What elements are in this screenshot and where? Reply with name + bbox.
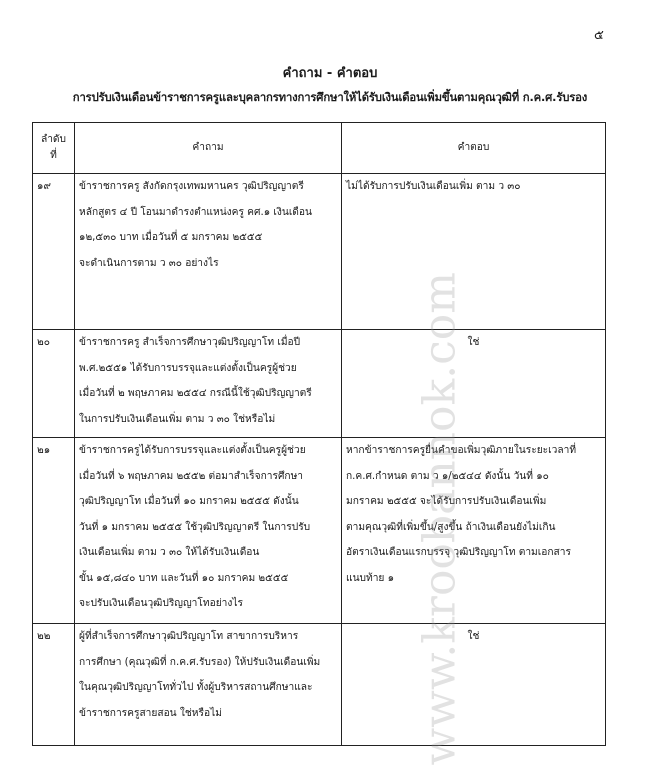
header-no-line1: ลำดับ — [40, 134, 67, 145]
question-cell — [75, 330, 342, 438]
question-line: การศึกษา (คุณวุฒิที่ ก.ค.ศ.รับรอง) ให้ปรับเงินเดือนเพิ่ม — [79, 656, 321, 668]
answer-line: ก.ค.ศ.กำหนด ตาม ว ๑/๒๕๔๔ ดังนั้น วันที่ ๑๐ — [346, 470, 549, 482]
watermark: www.kroobannok.com — [414, 272, 466, 766]
question-line: ข้าราชการครูสายสอน ใช่หรือไม่ — [79, 707, 222, 719]
table-header-row — [33, 123, 606, 174]
row-number: ๒๐ — [33, 330, 75, 438]
answer-line: หากข้าราชการครูยื่นคำขอเพิ่มวุฒิภายในระยะเวลาที่ — [346, 445, 577, 456]
answer-cell — [342, 438, 606, 624]
question-line: จะปรับเงินเดือนวุฒิปริญญาโทอย่างไร — [79, 598, 243, 609]
page-subtitle: การปรับเงินเดือนข้าราชการครูและบุคลากรทางการศึกษาให้ได้รับเงินเดือนเพิ่มขึ้นตามคุณวุฒิที่ ก.ค.ศ.รับรอง — [72, 91, 588, 104]
question-line: พ.ศ.๒๕๕๑ ได้รับการบรรจุและแต่งตั้งเป็นครูผู้ช่วย — [79, 362, 297, 374]
question-line: เมื่อวันที่ ๒ พฤษภาคม ๒๕๕๔ กรณีนี้ใช้วุฒิปริญญาตรี — [79, 388, 312, 399]
header-no — [33, 123, 75, 174]
question-line: ขั้น ๑๕,๘๔๐ บาท และวันที่ ๑๐ มกราคม ๒๕๕๕ — [79, 572, 289, 584]
question-line: ในคุณวุฒิปริญญาโททั่วไป ทั้งผู้บริหารสถานศึกษาและ — [79, 682, 313, 693]
header-no-line2: ที่ — [50, 150, 57, 161]
row-number: ๒๒ — [33, 624, 75, 746]
table-row — [33, 624, 606, 746]
question-line: เมื่อวันที่ ๖ พฤษภาคม ๒๕๕๒ ต่อมาสำเร็จการศึกษา — [79, 470, 304, 482]
table-row — [33, 438, 606, 624]
question-line: จะดำเนินการตาม ว ๓๐ อย่างไร — [79, 257, 219, 269]
answer-cell — [342, 624, 606, 746]
table-row — [33, 330, 606, 438]
answer-line: ใช่ — [467, 337, 480, 348]
qa-table — [32, 122, 606, 746]
question-line: ในการปรับเงินเดือนเพิ่ม ตาม ว ๓๐ ใช่หรือไม่ — [79, 413, 276, 425]
question-line: ๑๒,๕๓๐ บาท เมื่อวันที่ ๕ มกราคม ๒๕๕๕ — [79, 232, 263, 243]
answer-cell — [342, 174, 606, 330]
answer-line: ใช่ — [467, 631, 480, 642]
question-cell — [75, 438, 342, 624]
question-cell — [75, 624, 342, 746]
question-line: ข้าราชการครูได้รับการบรรจุและแต่งตั้งเป็นครูผู้ช่วย — [79, 445, 306, 456]
answer-line: อัตราเงินเดือนแรกบรรจุ วุฒิปริญญาโท ตามเอกสาร — [346, 547, 571, 558]
question-line: เงินเดือนเพิ่ม ตาม ว ๓๐ ให้ได้รับเงินเดือน — [79, 547, 260, 558]
answer-cell — [342, 330, 606, 438]
header-question: คำถาม — [75, 123, 342, 174]
question-line: ข้าราชการครู สังกัดกรุงเทพมหานคร วุฒิปริญญาตรี — [79, 181, 304, 192]
question-cell — [75, 174, 342, 330]
table-row — [33, 174, 606, 330]
answer-line: แนบท้าย ๑ — [346, 572, 395, 584]
page-title: คำถาม - คำตอบ — [282, 66, 378, 81]
page-number: ๕ — [594, 28, 604, 43]
row-number: ๑๙ — [33, 174, 75, 330]
answer-line: มกราคม ๒๕๕๕ จะได้รับการปรับเงินเดือนเพิ่ม — [346, 496, 547, 507]
question-line: วันที่ ๑ มกราคม ๒๕๕๕ ใช้วุฒิปริญญาตรี ในการปรับ — [79, 521, 311, 533]
header-answer: คำตอบ — [342, 123, 606, 174]
answer-line: ไม่ได้รับการปรับเงินเดือนเพิ่ม ตาม ว ๓๐ — [346, 181, 521, 192]
question-line: หลักสูตร ๔ ปี โอนมาดำรงตำแหน่งครู คศ.๑ เงินเดือน — [79, 206, 313, 218]
question-line: ผู้ที่สำเร็จการศึกษาวุฒิปริญญาโท สาขาการบริหาร — [79, 631, 299, 642]
question-line: ข้าราชการครู สำเร็จการศึกษาวุฒิปริญญาโท เมื่อปี — [79, 337, 301, 348]
question-line: วุฒิปริญญาโท เมื่อวันที่ ๑๐ มกราคม ๒๕๕๕ ดังนั้น — [79, 496, 299, 507]
row-number: ๒๑ — [33, 438, 75, 624]
answer-line: ตามคุณวุฒิที่เพิ่มขึ้น/สูงขึ้น ถ้าเงินเดือนยังไม่เกิน — [346, 521, 556, 533]
